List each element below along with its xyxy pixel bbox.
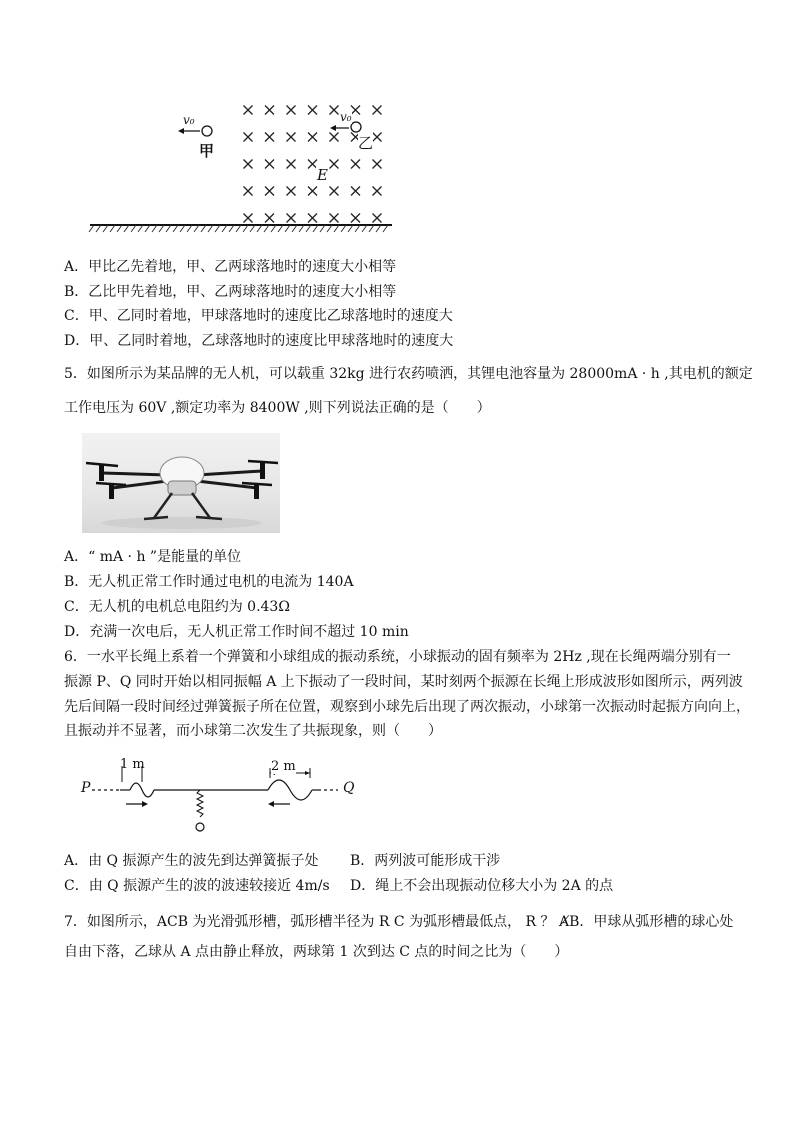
hatch-mark xyxy=(236,225,241,232)
hatch-mark xyxy=(278,225,283,232)
hatch-mark xyxy=(131,225,136,232)
hatch-mark xyxy=(264,225,269,232)
field-cross xyxy=(351,187,360,196)
hatch-mark xyxy=(257,225,262,232)
arrow-jia-head xyxy=(178,128,184,134)
hatch-mark xyxy=(229,225,234,232)
q6-stem-line4: 且振动并不显著，而小球第二次发生了共振现象，则（ ） xyxy=(64,723,442,739)
field-cross xyxy=(330,214,339,223)
hatch-mark xyxy=(383,225,388,232)
hatch-mark xyxy=(138,225,143,232)
label-Q: Q xyxy=(343,780,355,796)
hatch-mark xyxy=(201,225,206,232)
field-cross xyxy=(244,214,253,223)
hatch-mark xyxy=(341,225,346,232)
hatch-mark xyxy=(173,225,178,232)
hatch-mark xyxy=(376,225,381,232)
q7-stem-line2: 自由下落，乙球从 A 点由静止释放，两球第 1 次到达 C 点的时间之比为（ ） xyxy=(64,944,569,960)
hatch-mark xyxy=(124,225,129,232)
q6-option-c: C．由 Q 振源产生的波的波速较接近 4m/s xyxy=(64,878,330,894)
field-cross xyxy=(287,133,296,142)
hatch-mark xyxy=(208,225,213,232)
q6-stem-line3: 先后间隔一段时间经过弹簧振子所在位置，观察到小球先后出现了两次振动，小球第一次振动时起振方向向上， xyxy=(64,699,750,715)
ground-hatch xyxy=(89,225,388,232)
ball-yi xyxy=(351,122,361,132)
q4-option-d: D．甲、乙同时着地，乙球落地时的速度比甲球落地时的速度大 xyxy=(64,333,454,349)
hatch-mark xyxy=(285,225,290,232)
hatch-mark xyxy=(299,225,304,232)
label-jia: 甲 xyxy=(199,142,215,160)
field-cross xyxy=(373,160,382,169)
field-cross-marks xyxy=(244,106,382,223)
field-cross xyxy=(351,214,360,223)
field-cross xyxy=(287,106,296,115)
label-v0-left: v₀ xyxy=(183,113,195,127)
q5-option-b: B．无人机正常工作时通过电机的电流为 140A xyxy=(64,574,354,590)
ball-jia xyxy=(202,126,212,136)
field-cross xyxy=(330,133,339,142)
label-E: E xyxy=(317,166,328,184)
q5-option-d: D．充满一次电后，无人机正常工作时间不超过 10 min xyxy=(64,624,409,640)
field-cross xyxy=(330,187,339,196)
q6-option-a: A．由 Q 振源产生的波先到达弹簧振子处 xyxy=(64,853,319,869)
hatch-mark xyxy=(355,225,360,232)
field-cross xyxy=(287,187,296,196)
hatch-mark xyxy=(96,225,101,232)
hatch-mark xyxy=(110,225,115,232)
field-cross xyxy=(373,187,382,196)
field-cross xyxy=(330,106,339,115)
field-cross xyxy=(330,160,339,169)
field-cross xyxy=(244,133,253,142)
field-cross xyxy=(244,187,253,196)
field-figure xyxy=(60,95,410,235)
q6-stem-line1: 6．一水平长绳上系着一个弹簧和小球组成的振动系统，小球振动的固有频率为 2Hz ,现在长绳两端分别有一 xyxy=(64,649,731,665)
q5-option-a: A．“ mA · h ”是能量的单位 xyxy=(64,549,242,565)
field-cross xyxy=(308,133,317,142)
field-cross xyxy=(244,106,253,115)
field-cross xyxy=(287,214,296,223)
hatch-mark xyxy=(292,225,297,232)
hatch-mark xyxy=(215,225,220,232)
hatch-mark xyxy=(348,225,353,232)
label-yi: 乙 xyxy=(358,134,374,152)
hatch-mark xyxy=(89,225,94,232)
field-cross xyxy=(351,160,360,169)
drone-photo xyxy=(82,433,280,533)
field-cross xyxy=(265,133,274,142)
label-P: P xyxy=(81,780,91,796)
field-cross xyxy=(351,106,360,115)
label-2m: 2 m xyxy=(271,759,296,774)
hatch-mark xyxy=(334,225,339,232)
field-cross xyxy=(373,106,382,115)
field-cross xyxy=(265,214,274,223)
field-cross xyxy=(287,160,296,169)
q7-stem-line1: 7．如图所示，ACB 为光滑弧形槽，弧形槽半径为 R C 为弧形槽最低点， R ？ ȺB．甲球从弧形槽的球心处 xyxy=(64,914,734,930)
field-cross xyxy=(373,133,382,142)
hatch-mark xyxy=(145,225,150,232)
hatch-mark xyxy=(327,225,332,232)
hatch-mark xyxy=(222,225,227,232)
hatch-mark xyxy=(306,225,311,232)
field-cross xyxy=(244,160,253,169)
field-cross xyxy=(308,106,317,115)
label-v0-right: v₀ xyxy=(340,110,352,124)
q4-option-a: A．甲比乙先着地，甲、乙两球落地时的速度大小相等 xyxy=(64,259,397,275)
label-1m: 1 m xyxy=(120,757,145,772)
hatch-mark xyxy=(313,225,318,232)
q5-option-c: C．无人机的电机总电阻约为 0.43Ω xyxy=(64,599,290,615)
hatch-mark xyxy=(187,225,192,232)
arrow-yi-head xyxy=(330,125,336,131)
hatch-mark xyxy=(369,225,374,232)
hatch-mark xyxy=(320,225,325,232)
q6-stem-line2: 振源 P、Q 同时开始以相同振幅 A 上下振动了一段时间，某时刻两个振源在长绳上形成波形如图所示，两列波 xyxy=(64,674,743,690)
hatch-mark xyxy=(159,225,164,232)
q5-stem-line2: 工作电压为 60V ,额定功率为 8400W ,则下列说法正确的是（ ） xyxy=(64,400,491,416)
hatch-mark xyxy=(243,225,248,232)
hatch-mark xyxy=(250,225,255,232)
field-cross xyxy=(265,160,274,169)
hatch-mark xyxy=(117,225,122,232)
q4-option-c: C．甲、乙同时着地，甲球落地时的速度比乙球落地时的速度大 xyxy=(64,308,453,324)
q6-option-d: D．绳上不会出现振动位移大小为 2A 的点 xyxy=(350,878,614,894)
hatch-mark xyxy=(152,225,157,232)
q5-stem-line1: 5．如图所示为某品牌的无人机，可以载重 32kg 进行农药喷洒，其锂电池容量为 28000mA · h ,其电机的额定 xyxy=(64,366,753,382)
hatch-mark xyxy=(103,225,108,232)
field-cross xyxy=(265,106,274,115)
hatch-mark xyxy=(362,225,367,232)
hatch-mark xyxy=(180,225,185,232)
field-cross xyxy=(308,214,317,223)
q6-option-b: B．两列波可能形成干涉 xyxy=(350,853,501,869)
field-cross xyxy=(308,187,317,196)
field-cross xyxy=(265,187,274,196)
hatch-mark xyxy=(271,225,276,232)
field-cross xyxy=(373,214,382,223)
hatch-mark xyxy=(194,225,199,232)
hatch-mark xyxy=(166,225,171,232)
q4-option-b: B．乙比甲先着地，甲、乙两球落地时的速度大小相等 xyxy=(64,284,397,300)
